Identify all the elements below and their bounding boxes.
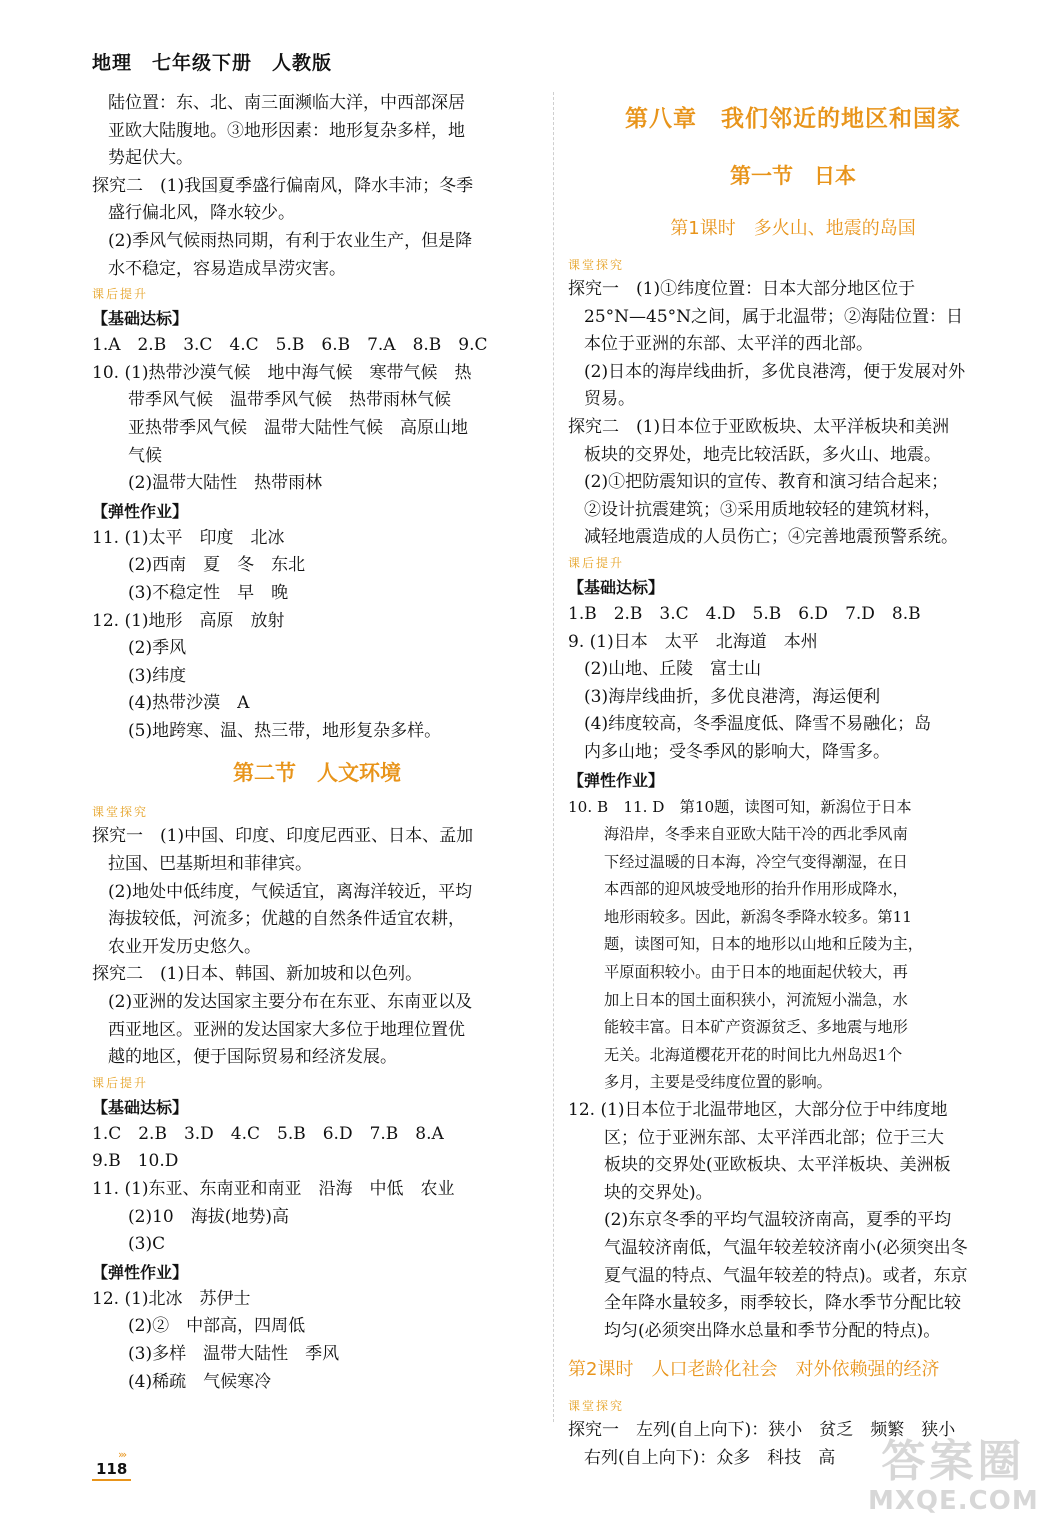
text-line: 盛行偏北风，降水较少。: [108, 203, 295, 224]
text-line: 探究一 (1)①纬度位置：日本大部分地区位于: [568, 279, 916, 299]
text-line: (4)纬度较高，冬季温度低、降雪不易融化；岛: [584, 714, 932, 735]
text-line: 加上日本的国土面积狭小，河流短小湍急，水: [604, 990, 908, 1009]
text-line: 海拔较低，河流多；优越的自然条件适宜农耕，: [108, 909, 465, 930]
text-line: 夏气温的特点、气温年较差的特点)。或者，东京: [604, 1265, 968, 1286]
watermark-logo: [868, 1436, 1039, 1516]
text-line: 板块的交界处，地壳比较活跃，多火山、地震。: [584, 444, 941, 465]
text-line: 西亚地区。亚洲的发达国家大多位于地理位置优: [108, 1019, 465, 1040]
text-line: 块的交界处)。: [604, 1182, 713, 1203]
section-title: 第一节 日本: [730, 164, 856, 188]
text-line: 12. (1)日本位于北温带地区，大部分位于中纬度地: [568, 1100, 948, 1121]
text-line: (3)不稳定性 早 晚: [128, 582, 289, 603]
text-line: 陆位置：东、北、南三面濒临大洋，中西部深居: [108, 93, 465, 113]
text-line: 水不稳定，容易造成旱涝灾害。: [108, 258, 346, 279]
text-line: 能较丰富。日本矿产资源贫乏、多地震与地形: [604, 1018, 908, 1037]
text-line: 10. (1)热带沙漠气候 地中海气候 寒带气候 热: [92, 362, 472, 383]
subsection-heading: 【弹性作业】: [568, 770, 665, 790]
chapter-title: 第八章 我们邻近的地区和国家: [625, 106, 961, 132]
text-line: 地形雨较多。因此，新潟冬季降水较多。第11: [604, 907, 912, 926]
text-line: (2)地处中低纬度，气候适宜，离海洋较近，平均: [108, 881, 473, 902]
text-line: 11. (1)太平 印度 北冰: [92, 527, 285, 548]
text-line: 区；位于亚洲东部、太平洋西北部；位于三大: [604, 1127, 944, 1148]
subsection-heading: 【弹性作业】: [92, 501, 189, 521]
subsection-heading: 【基础达标】: [568, 577, 665, 597]
text-line: (2)日本的海岸线曲折，多优良港湾，便于发展对外: [584, 361, 966, 382]
text-line: 探究二 (1)日本、韩国、新加坡和以色列。: [92, 964, 423, 985]
page-header: 地理 七年级下册 人教版: [92, 52, 333, 74]
text-line: 探究二 (1)日本位于亚欧板块、太平洋板块和美洲: [568, 416, 950, 437]
subsection-heading: 【弹性作业】: [92, 1262, 189, 1282]
text-line: 平原面积较小。由于日本的地面起伏较大，再: [604, 963, 908, 982]
text-line: 带季风气候 温带季风气候 热带雨林气候: [128, 390, 451, 411]
text-line: (2)季风气候雨热同期，有利于农业生产，但是降: [108, 230, 473, 251]
text-line: 1.A 2.B 3.C 4.C 5.B 6.B 7.A 8.B 9.C: [92, 335, 488, 356]
text-line: 板块的交界处(亚欧板块、太平洋板块、美洲板: [604, 1155, 951, 1176]
text-line: 25°N—45°N之间，属于北温带；②海陆位置：日: [584, 306, 964, 327]
text-line: 本位于亚洲的东部、太平洋的西北部。: [584, 334, 873, 355]
text-line: 气温较济南低，气温年较差较济南小(必须突出冬: [604, 1238, 968, 1258]
text-line: (4)热带沙漠 A: [128, 693, 250, 714]
text-line: (5)地跨寒、温、热三带，地形复杂多样。: [128, 720, 442, 741]
text-line: 右列(自上向下)：众多 科技 高: [584, 1447, 836, 1468]
text-line: 亚热带季风气候 温带大陆性气候 高原山地: [128, 417, 468, 438]
text-line: 多月，主要是受纬度位置的影响。: [604, 1073, 832, 1092]
text-line: 11. (1)东亚、东南亚和南亚 沿海 中低 农业: [92, 1179, 455, 1199]
text-line: 无关。北海道樱花开花的时间比九州岛迟1个: [604, 1045, 903, 1064]
text-line: (4)稀疏 气候寒冷: [128, 1371, 272, 1392]
section-tag: 课后提升: [92, 1075, 149, 1090]
text-line: (2)季风: [128, 638, 187, 659]
text-line: (3)纬度: [128, 665, 187, 686]
text-line: 10. B 11. D 第10题，读图可知，新潟位于日本: [568, 797, 912, 816]
text-line: 全年降水量较多，雨季较长，降水季节分配比较: [604, 1293, 961, 1314]
text-line: ②设计抗震建筑；③采用质地较轻的建筑材料，: [584, 499, 941, 520]
text-line: 海沿岸，冬季来自亚欧大陆干冷的西北季风南: [604, 825, 908, 844]
section-tag: 课堂探究: [568, 258, 625, 272]
text-line: 亚欧大陆腹地。③地形因素：地形复杂多样，地: [108, 120, 465, 141]
text-line: 减轻地震造成的人员伤亡；④完善地震预警系统。: [584, 527, 958, 548]
text-line: (2)亚洲的发达国家主要分布在东亚、东南亚以及: [108, 992, 473, 1013]
text-line: 探究一 左列(自上向下)：狭小 贫乏 频繁 狭小: [568, 1420, 956, 1441]
text-line: (2)温带大陆性 热带雨林: [128, 473, 323, 494]
lesson-title: 第2课时 人口老龄化社会 对外依赖强的经济: [568, 1359, 940, 1381]
text-line: (3)多样 温带大陆性 季风: [128, 1343, 340, 1364]
section-tag: 课后提升: [568, 555, 625, 570]
text-line: 越的地区，便于国际贸易和经济发展。: [108, 1047, 397, 1068]
text-line: (2)西南 夏 冬 东北: [128, 555, 306, 576]
section-tag: 课堂探究: [568, 1399, 625, 1414]
left-column: [92, 90, 542, 1396]
subsection-heading: 【基础达标】: [92, 309, 189, 329]
text-line: 12. (1)北冰 苏伊士: [92, 1288, 251, 1309]
text-line: 气候: [128, 445, 162, 466]
text-line: 拉国、巴基斯坦和菲律宾。: [108, 854, 312, 875]
text-line: 9.B 10.D: [92, 1151, 179, 1172]
text-line: 下经过温暖的日本海，冷空气变得潮湿，在日: [604, 852, 908, 871]
text-line: 9. (1)日本 太平 北海道 本州: [568, 631, 818, 652]
text-line: (3)海岸线曲折，多优良港湾，海运便利: [584, 686, 881, 707]
text-line: (2)② 中部高，四周低: [128, 1316, 306, 1337]
watermark-bottom: MXQE.COM: [868, 1486, 1039, 1516]
text-line: (2)10 海拔(地势)高: [128, 1206, 289, 1227]
column-divider: [553, 92, 554, 1422]
text-line: 内多山地；受冬季风的影响大，降雪多。: [584, 741, 890, 762]
watermark-top: 答案圈: [881, 1436, 1026, 1487]
text-line: 探究二 (1)我国夏季盛行偏南风，降水丰沛；冬季: [92, 175, 474, 196]
section-title: 第二节 人文环境: [233, 761, 401, 786]
text-line: 1.C 2.B 3.D 4.C 5.B 6.D 7.B 8.A: [92, 1123, 444, 1144]
section-tag: 课堂探究: [92, 805, 149, 820]
text-line: 探究一 (1)中国、印度、印度尼西亚、日本、孟加: [92, 826, 474, 847]
text-line: 均匀(必须突出降水总量和季节分配的特点)。: [604, 1320, 941, 1341]
text-line: 农业开发历史悠久。: [108, 936, 261, 957]
text-line: (2)东京冬季的平均气温较济南高，夏季的平均: [604, 1210, 952, 1231]
page-arrow-icon: ›››: [118, 1448, 126, 1461]
section-tag: 课后提升: [92, 287, 149, 302]
subsection-heading: 【基础达标】: [92, 1097, 189, 1117]
text-line: 12. (1)地形 高原 放射: [92, 610, 285, 631]
text-line: (3)C: [128, 1234, 166, 1255]
text-line: 题，读图可知，日本的地形以山地和丘陵为主，: [604, 935, 923, 954]
text-line: (2)山地、丘陵 富士山: [584, 659, 762, 680]
text-line: 本西部的迎风坡受地形的抬升作用形成降水，: [604, 880, 908, 899]
right-column: [568, 90, 1018, 1473]
text-line: 1.B 2.B 3.C 4.D 5.B 6.D 7.D 8.B: [568, 603, 921, 624]
page-number: 118: [92, 1460, 131, 1481]
lesson-title: 第1课时 多火山、地震的岛国: [670, 218, 916, 239]
text-line: 势起伏大。: [108, 148, 193, 169]
text-line: 贸易。: [584, 389, 635, 410]
text-line: (2)①把防震知识的宣传、教育和演习结合起来；: [584, 472, 949, 493]
